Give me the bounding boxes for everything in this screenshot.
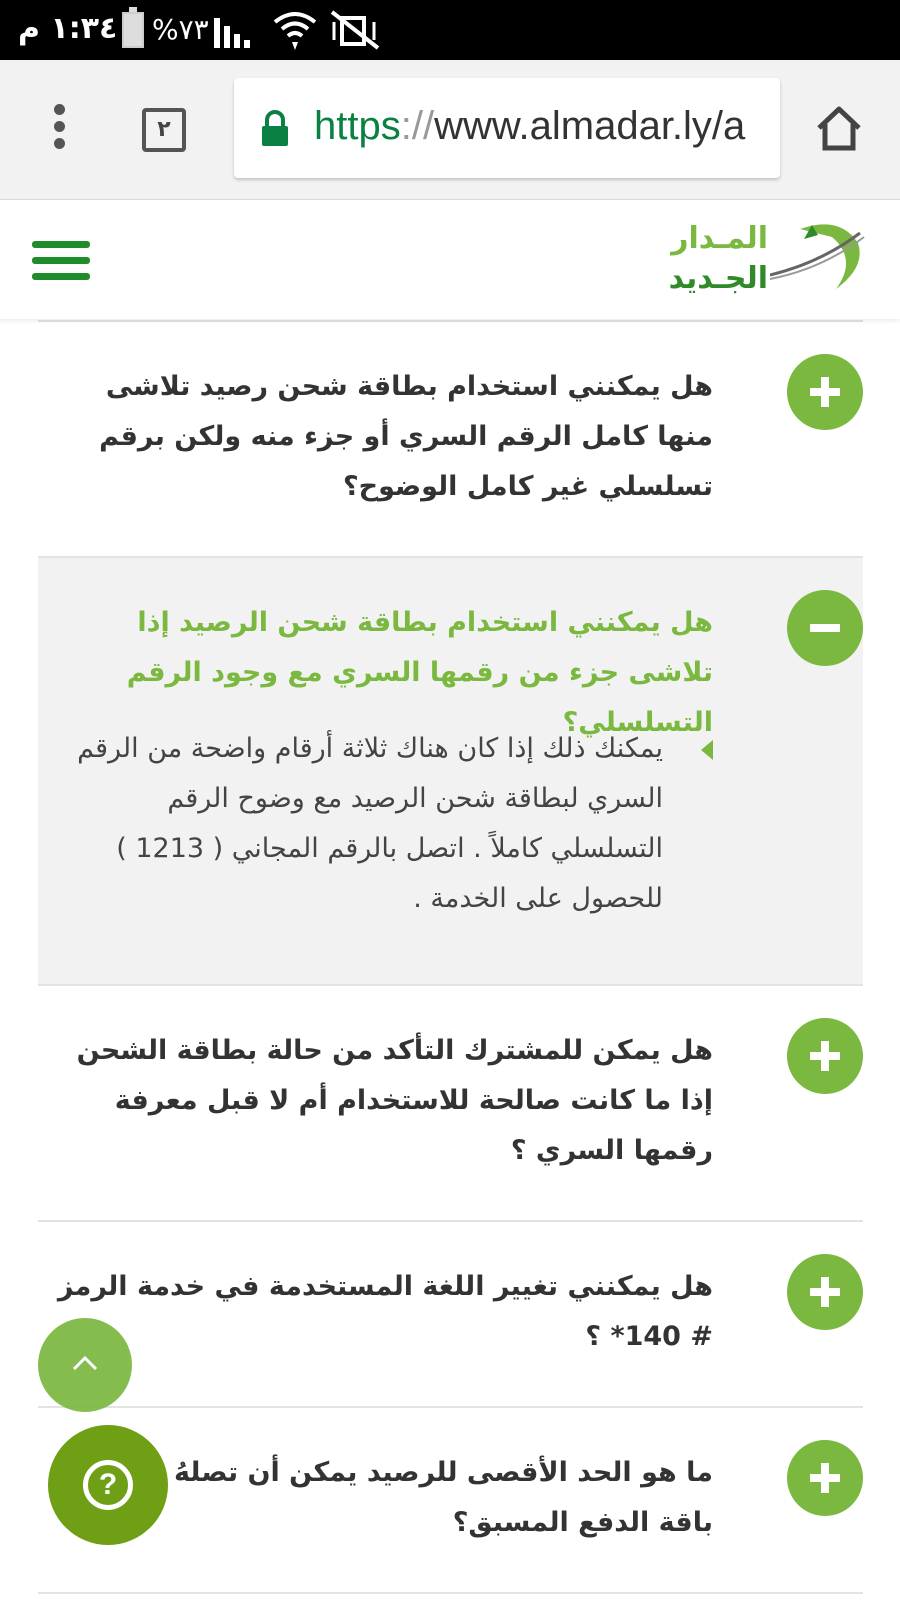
logo-line-1: المـدار xyxy=(671,221,768,256)
browser-toolbar xyxy=(0,60,900,200)
status-time: ١:٣٤ م xyxy=(18,11,118,46)
overflow-menu-icon[interactable] xyxy=(48,104,70,154)
battery-percent: %٧٣ xyxy=(152,13,209,46)
chevron-up-icon xyxy=(71,1354,99,1372)
logo-swoosh-icon[interactable] xyxy=(770,219,866,303)
status-bar xyxy=(0,0,900,60)
faq-item-expanded[interactable] xyxy=(38,558,863,986)
lock-icon xyxy=(260,110,290,152)
bullet-icon xyxy=(701,740,713,760)
faq-item[interactable] xyxy=(38,322,863,558)
battery-icon xyxy=(122,12,144,48)
url-text xyxy=(314,104,745,149)
expand-button[interactable] xyxy=(787,1018,863,1094)
help-button[interactable] xyxy=(48,1425,168,1545)
plus-icon xyxy=(807,1038,843,1074)
url-separator: :// xyxy=(400,104,435,148)
vibrate-mute-icon xyxy=(328,10,382,54)
expand-button[interactable] xyxy=(787,1440,863,1516)
site-header xyxy=(0,201,900,319)
faq-item[interactable] xyxy=(38,986,863,1222)
logo-text[interactable] xyxy=(648,219,768,299)
minus-icon xyxy=(807,610,843,646)
address-bar[interactable] xyxy=(234,78,780,178)
question-mark-icon: ? xyxy=(83,1460,133,1510)
faq-question[interactable]: هل يمكنني استخدام بطاقة شحن رصيد تلاشى منها كامل الرقم السري أو جزء منه ولكن برقم تسلسلي غير كامل الوضوح؟ xyxy=(99,371,713,502)
signal-icon xyxy=(214,8,258,54)
faq-question[interactable]: هل يمكنني تغيير اللغة المستخدمة في خدمة الرمز # 140* ؟ xyxy=(57,1271,713,1352)
expand-button[interactable] xyxy=(787,1254,863,1330)
faq-question[interactable]: هل يمكنني استخدام بطاقة شحن الرصيد إذا تلاشى جزء من رقمها السري مع وجود الرقم التسلسلي؟ xyxy=(126,607,713,738)
plus-icon xyxy=(807,1460,843,1496)
collapse-button[interactable] xyxy=(787,590,863,666)
plus-icon xyxy=(807,1274,843,1310)
wifi-icon xyxy=(272,6,318,56)
faq-answer: يمكنك ذلك إذا كان هناك ثلاثة أرقام واضحة من الرقم السري لبطاقة شحن الرصيد مع وضوح الرقم التسلسلي كاملاً . اتصل بالرقم المجاني ( 1213 ) للحصول على الخدمة . xyxy=(77,733,663,914)
faq-question[interactable]: هل يمكن للمشترك التأكد من حالة بطاقة الشحن إذا ما كانت صالحة للاستخدام أم لا قبل معرفة رقمها السري ؟ xyxy=(76,1035,713,1166)
url-scheme: https xyxy=(314,104,401,148)
scroll-to-top-button[interactable] xyxy=(38,1318,132,1412)
menu-icon[interactable] xyxy=(32,241,90,281)
faq-question[interactable]: ما هو الحد الأقصى للرصيد يمكن أن تصلهُ باقة الدفع المسبق؟ xyxy=(173,1457,713,1538)
logo-line-2: الجـديد xyxy=(668,261,768,296)
expand-button[interactable] xyxy=(787,354,863,430)
home-icon[interactable] xyxy=(814,104,864,156)
url-host: www.almadar.ly/a xyxy=(434,104,746,148)
plus-icon xyxy=(807,374,843,410)
tab-switcher-button[interactable]: ٢ xyxy=(142,108,186,152)
faq-item[interactable] xyxy=(38,1222,863,1408)
